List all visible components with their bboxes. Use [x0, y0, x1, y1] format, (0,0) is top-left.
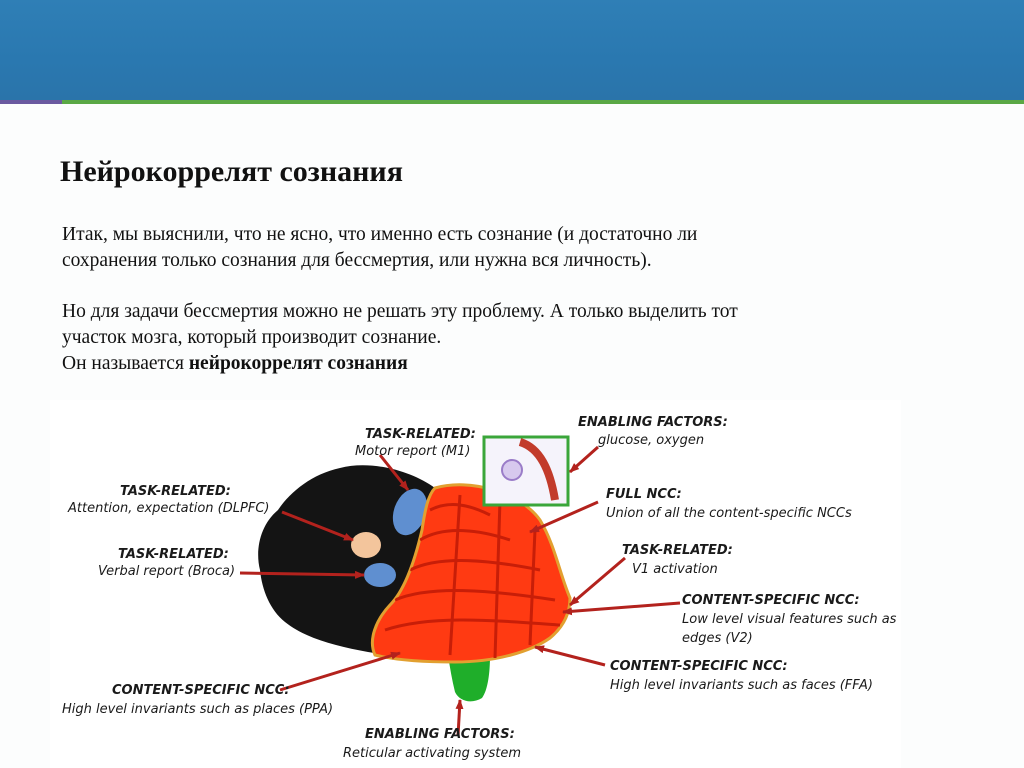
label-enabling-ras-body: Reticular activating system	[343, 746, 521, 761]
label-task-v1-body: V1 activation	[632, 562, 718, 577]
label-content-ffa-body: High level invariants such as faces (FFA)	[610, 678, 873, 693]
label-task-v1: TASK-RELATED:	[622, 543, 733, 558]
paragraph-3	[62, 351, 862, 377]
neuron-cell	[502, 460, 522, 480]
ncc-term: нейрокоррелят сознания	[188, 353, 408, 374]
label-task-broca: TASK-RELATED:	[118, 547, 229, 562]
label-full-ncc-body: Union of all the content-specific NCCs	[606, 506, 852, 521]
arrow-ffa	[535, 647, 605, 665]
paragraph-1-line-2: сохранения только сознания для бессмертия, или нужна вся личность).	[62, 250, 652, 271]
paragraph-2	[62, 299, 862, 377]
arrow-ppa	[280, 653, 400, 690]
arrow-glucose	[570, 447, 598, 472]
label-content-ffa: CONTENT-SPECIFIC NCC:	[610, 659, 788, 674]
label-enabling-ras: ENABLING FACTORS:	[365, 727, 515, 742]
label-full-ncc: FULL NCC:	[606, 487, 682, 502]
arrow-v2	[563, 603, 680, 612]
label-content-v2-body-1: Low level visual features such as	[682, 612, 897, 627]
label-task-broca-body: Verbal report (Broca)	[98, 564, 236, 579]
label-task-dlpfc: TASK-RELATED:	[120, 484, 231, 499]
label-content-ppa-body: High level invariants such as places (PPA)	[62, 702, 334, 717]
paragraph-1-line-1: Итак, мы выяснили, что не ясно, что именно есть сознание (и достаточно ли	[62, 224, 698, 245]
header-bar	[0, 0, 1024, 100]
label-task-m1-body: Motor report (M1)	[355, 444, 471, 459]
label-task-dlpfc-body: Attention, expectation (DLPFC)	[68, 501, 270, 516]
header-divider	[0, 100, 1024, 104]
label-content-ppa: CONTENT-SPECIFIC NCC:	[112, 683, 290, 698]
label-enabling-glucose-body: glucose, oxygen	[598, 433, 705, 448]
dlpfc-area	[351, 532, 381, 558]
page-title: Нейрокоррелят сознания	[60, 155, 403, 188]
paragraph-3-prefix: Он называется	[62, 353, 189, 374]
paragraph-2-line-1: Но для задачи бессмертия можно не решать эту проблему. А только выделить тот	[62, 301, 738, 322]
ncc-brain-figure	[50, 400, 901, 768]
brain-diagram	[50, 400, 901, 768]
header-accent	[0, 100, 62, 104]
label-task-m1: TASK-RELATED:	[365, 427, 476, 442]
label-enabling-glucose: ENABLING FACTORS:	[578, 415, 728, 430]
paragraph-1	[62, 222, 862, 274]
broca-area	[364, 563, 396, 587]
arrow-broca	[240, 573, 364, 575]
paragraph-2-line-2: участок мозга, который производит сознание.	[62, 327, 442, 348]
arrow-v1	[570, 558, 625, 605]
label-content-v2-body-2: edges (V2)	[682, 631, 753, 646]
label-content-v2: CONTENT-SPECIFIC NCC:	[682, 593, 860, 608]
